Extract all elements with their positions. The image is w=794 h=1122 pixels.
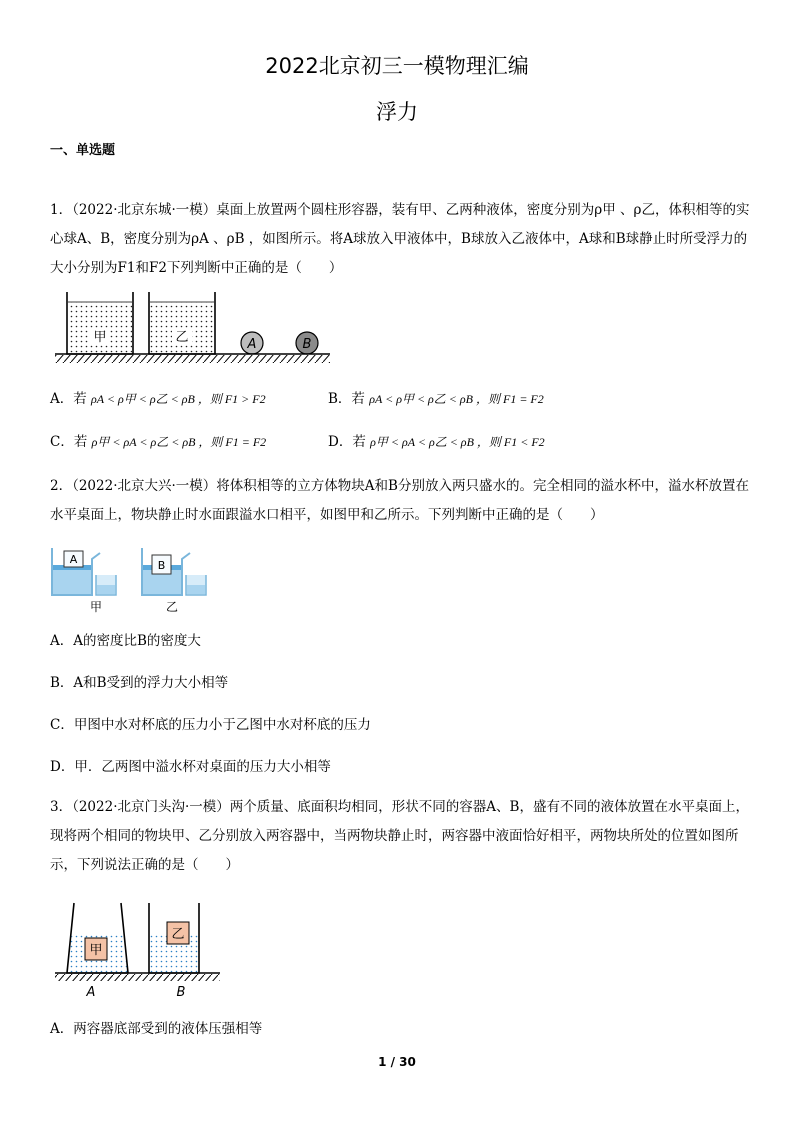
container-b-label: B (176, 985, 186, 1000)
question-1-option-a[interactable]: A．若 ρA < ρ甲 < ρ乙 < ρB ，则 F1 > F2 (50, 391, 266, 407)
block-a-label: A (69, 553, 78, 566)
block-jia-label: 甲 (89, 943, 103, 958)
liquid-yi-label: 乙 (175, 330, 189, 345)
question-3-text: 3．（2022·北京门头沟·一模）两个质量、底面积均相同，形状不同的容器A、B，盛有不同的液体放置在水平桌面上，现将两个相同的物块甲、乙分别放入两容器中，当两物块静止时，两容器中液面恰好相平，两物块所处的位置如图所示，下列说法正确的是（ ） (50, 799, 749, 873)
question-1-figure (50, 290, 335, 370)
ball-b-label: B (302, 337, 312, 352)
document-title: 2022北京初三一模物理汇编 (265, 54, 529, 78)
question-2-text: 2．（2022·北京大兴·一模）将体积相等的立方体物块A和B分别放入两只盛水的。完全相同的溢水杯中，溢水杯放置在水平桌面上，物块静止时水面跟溢水口相平，如图甲和乙所示。下列判断中正确的是（ ） (50, 478, 749, 523)
section-heading: 一、单选题 (50, 143, 116, 158)
block-yi-label: 乙 (171, 927, 185, 942)
question-2-option-d[interactable]: D．甲．乙两图中溢水杯对桌面的压力大小相等 (50, 759, 331, 775)
question-1-option-b[interactable]: B．若 ρA < ρ甲 < ρ乙 < ρB ，则 F1 = F2 (328, 391, 544, 407)
question-2-option-a[interactable]: A．A的密度比B的密度大 (50, 633, 201, 649)
document-subtitle: 浮力 (376, 100, 418, 124)
question-2-figure (50, 545, 215, 615)
liquid-jia-label: 甲 (93, 330, 107, 345)
question-1-text: 1．（2022·北京东城·一模）桌面上放置两个圆柱形容器，装有甲、乙两种液体，密度分别为ρ甲 、ρ乙，体积相等的实心球A、B，密度分别为ρA 、ρB ，如图所示。将A球放入甲液体中，B球放入乙液体中，A球和B球静止时所受浮力的大小分别为F1和F2下列判断中正确的是（ ） (50, 202, 750, 276)
question-2-option-b[interactable]: B．A和B受到的浮力大小相等 (50, 675, 229, 691)
container-a-label: A (86, 985, 96, 1000)
ball-a-label: A (247, 337, 257, 352)
question-3-figure (50, 895, 235, 1005)
figure-caption-jia: 甲 (89, 600, 103, 614)
figure-caption-yi: 乙 (165, 600, 179, 614)
page-number: 1 / 30 (378, 1055, 416, 1069)
question-1-option-d[interactable]: D．若 ρ甲 < ρA < ρ乙 < ρB ，则 F1 < F2 (328, 434, 545, 450)
block-b-label: B (157, 559, 166, 572)
question-1-option-c[interactable]: C．若 ρ甲 < ρA < ρ乙 < ρB ，则 F1 = F2 (50, 434, 267, 450)
question-3-option-a[interactable]: A．两容器底部受到的液体压强相等 (50, 1021, 263, 1037)
question-2-option-c[interactable]: C．甲图中水对杯底的压力小于乙图中水对杯底的压力 (50, 717, 371, 733)
